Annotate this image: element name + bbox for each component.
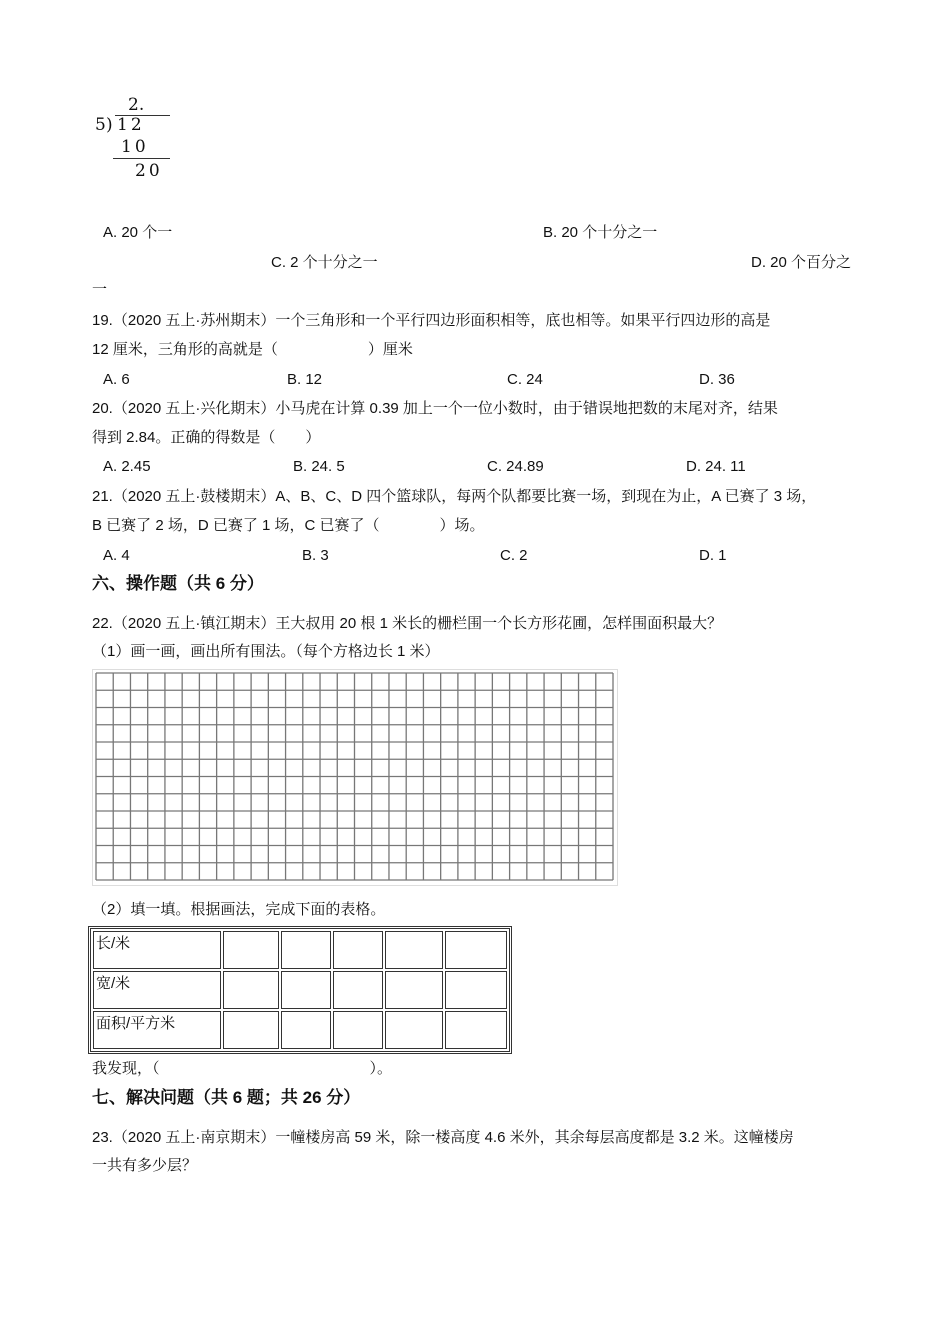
table-cell[interactable] — [281, 971, 331, 1009]
q21-option-d[interactable]: D. 1 — [699, 547, 727, 564]
section-7-heading: 七、解决问题（共 6 题；共 26 分） — [92, 1088, 361, 1107]
q18-option-a[interactable]: A. 20 个一 — [103, 224, 173, 241]
q23-text-line1: 23.（2020 五上·南京期末）一幢楼房高 59 米，除一楼高度 4.6 米外，其余每层高度都是 3.2 米。这幢楼房 — [92, 1129, 794, 1146]
table-row — [93, 1011, 507, 1049]
table-cell[interactable] — [385, 971, 443, 1009]
row-label-width: 宽/米 — [93, 971, 221, 1009]
row-label-length: 长/米 — [93, 931, 221, 969]
q18-option-c[interactable]: C. 2 个十分之一 — [271, 254, 378, 271]
table-cell[interactable] — [385, 931, 443, 969]
q19-text-line2: 12 厘米，三角形的高就是（ ）厘米 — [92, 341, 413, 358]
q20-text-line1: 20.（2020 五上·兴化期末）小马虎在计算 0.39 加上一个一位小数时，由于错误地把数的末尾对齐，结果 — [92, 400, 778, 417]
q19-text-line1: 19.（2020 五上·苏州期末）一个三角形和一个平行四边形面积相等，底也相等。如果平行四边形的高是 — [92, 312, 771, 329]
table-cell[interactable] — [223, 971, 279, 1009]
q20-option-a[interactable]: A. 2.45 — [103, 458, 151, 475]
division-divisor: 5 — [95, 115, 106, 135]
q21-text-line1: 21.（2020 五上·鼓楼期末）A、B、C、D 四个篮球队，每两个队都要比赛一场，到现在为止，A 已赛了 3 场， — [92, 488, 817, 505]
table-cell[interactable] — [333, 971, 383, 1009]
table-cell[interactable] — [445, 1011, 507, 1049]
table-cell[interactable] — [281, 1011, 331, 1049]
q21-option-a[interactable]: A. 4 — [103, 547, 130, 564]
q21-text-line2: B 已赛了 2 场，D 已赛了 1 场，C 已赛了（ ）场。 — [92, 517, 485, 534]
q22-part2: （2）填一填。根据画法，完成下面的表格。 — [92, 901, 386, 918]
q20-option-c[interactable]: C. 24.89 — [487, 458, 544, 475]
table-cell[interactable] — [445, 931, 507, 969]
q18-option-d[interactable]: D. 20 个百分之 — [751, 254, 852, 271]
q21-option-c[interactable]: C. 2 — [500, 547, 528, 564]
q22-text: 22.（2020 五上·镇江期末）王大叔用 20 根 1 米长的栅栏围一个长方形花圃，怎样围面积最大？ — [92, 615, 723, 632]
division-quotient: 2. — [128, 95, 145, 115]
table-cell[interactable] — [281, 931, 331, 969]
q22-finding: 我发现，（ ）。 — [92, 1060, 393, 1077]
q20-option-d[interactable]: D. 24. 11 — [686, 458, 746, 475]
q18-option-b[interactable]: B. 20 个十分之一 — [543, 224, 658, 241]
fill-in-table — [88, 926, 512, 1054]
section-6-heading: 六、操作题（共 6 分） — [92, 574, 264, 593]
division-product: 10 — [121, 137, 149, 157]
division-remainder: 20 — [135, 161, 163, 181]
table-cell[interactable] — [333, 931, 383, 969]
q20-text-line2: 得到 2.84。正确的得数是（ ） — [92, 429, 321, 446]
q19-option-a[interactable]: A. 6 — [103, 371, 130, 388]
table-cell[interactable] — [223, 931, 279, 969]
table-row — [93, 931, 507, 969]
table-cell[interactable] — [223, 1011, 279, 1049]
q19-option-c[interactable]: C. 24 — [507, 371, 543, 388]
table-row — [93, 971, 507, 1009]
q23-text-line2: 一共有多少层？ — [92, 1157, 198, 1174]
table-cell[interactable] — [445, 971, 507, 1009]
q20-option-b[interactable]: B. 24. 5 — [293, 458, 345, 475]
row-label-area: 面积/平方米 — [93, 1011, 221, 1049]
q22-part1: （1）画一画，画出所有围法。（每个方格边长 1 米） — [92, 643, 440, 660]
long-division-figure: 2. 5 ) 12 10 20 — [95, 96, 175, 186]
table-cell[interactable] — [333, 1011, 383, 1049]
square-grid — [92, 669, 618, 886]
q19-option-b[interactable]: B. 12 — [287, 371, 323, 388]
division-dividend: 12 — [117, 115, 145, 135]
q19-option-d[interactable]: D. 36 — [699, 371, 735, 388]
table-cell[interactable] — [385, 1011, 443, 1049]
q21-option-b[interactable]: B. 3 — [302, 547, 329, 564]
q18-option-d-wrap: 一 — [92, 281, 108, 298]
